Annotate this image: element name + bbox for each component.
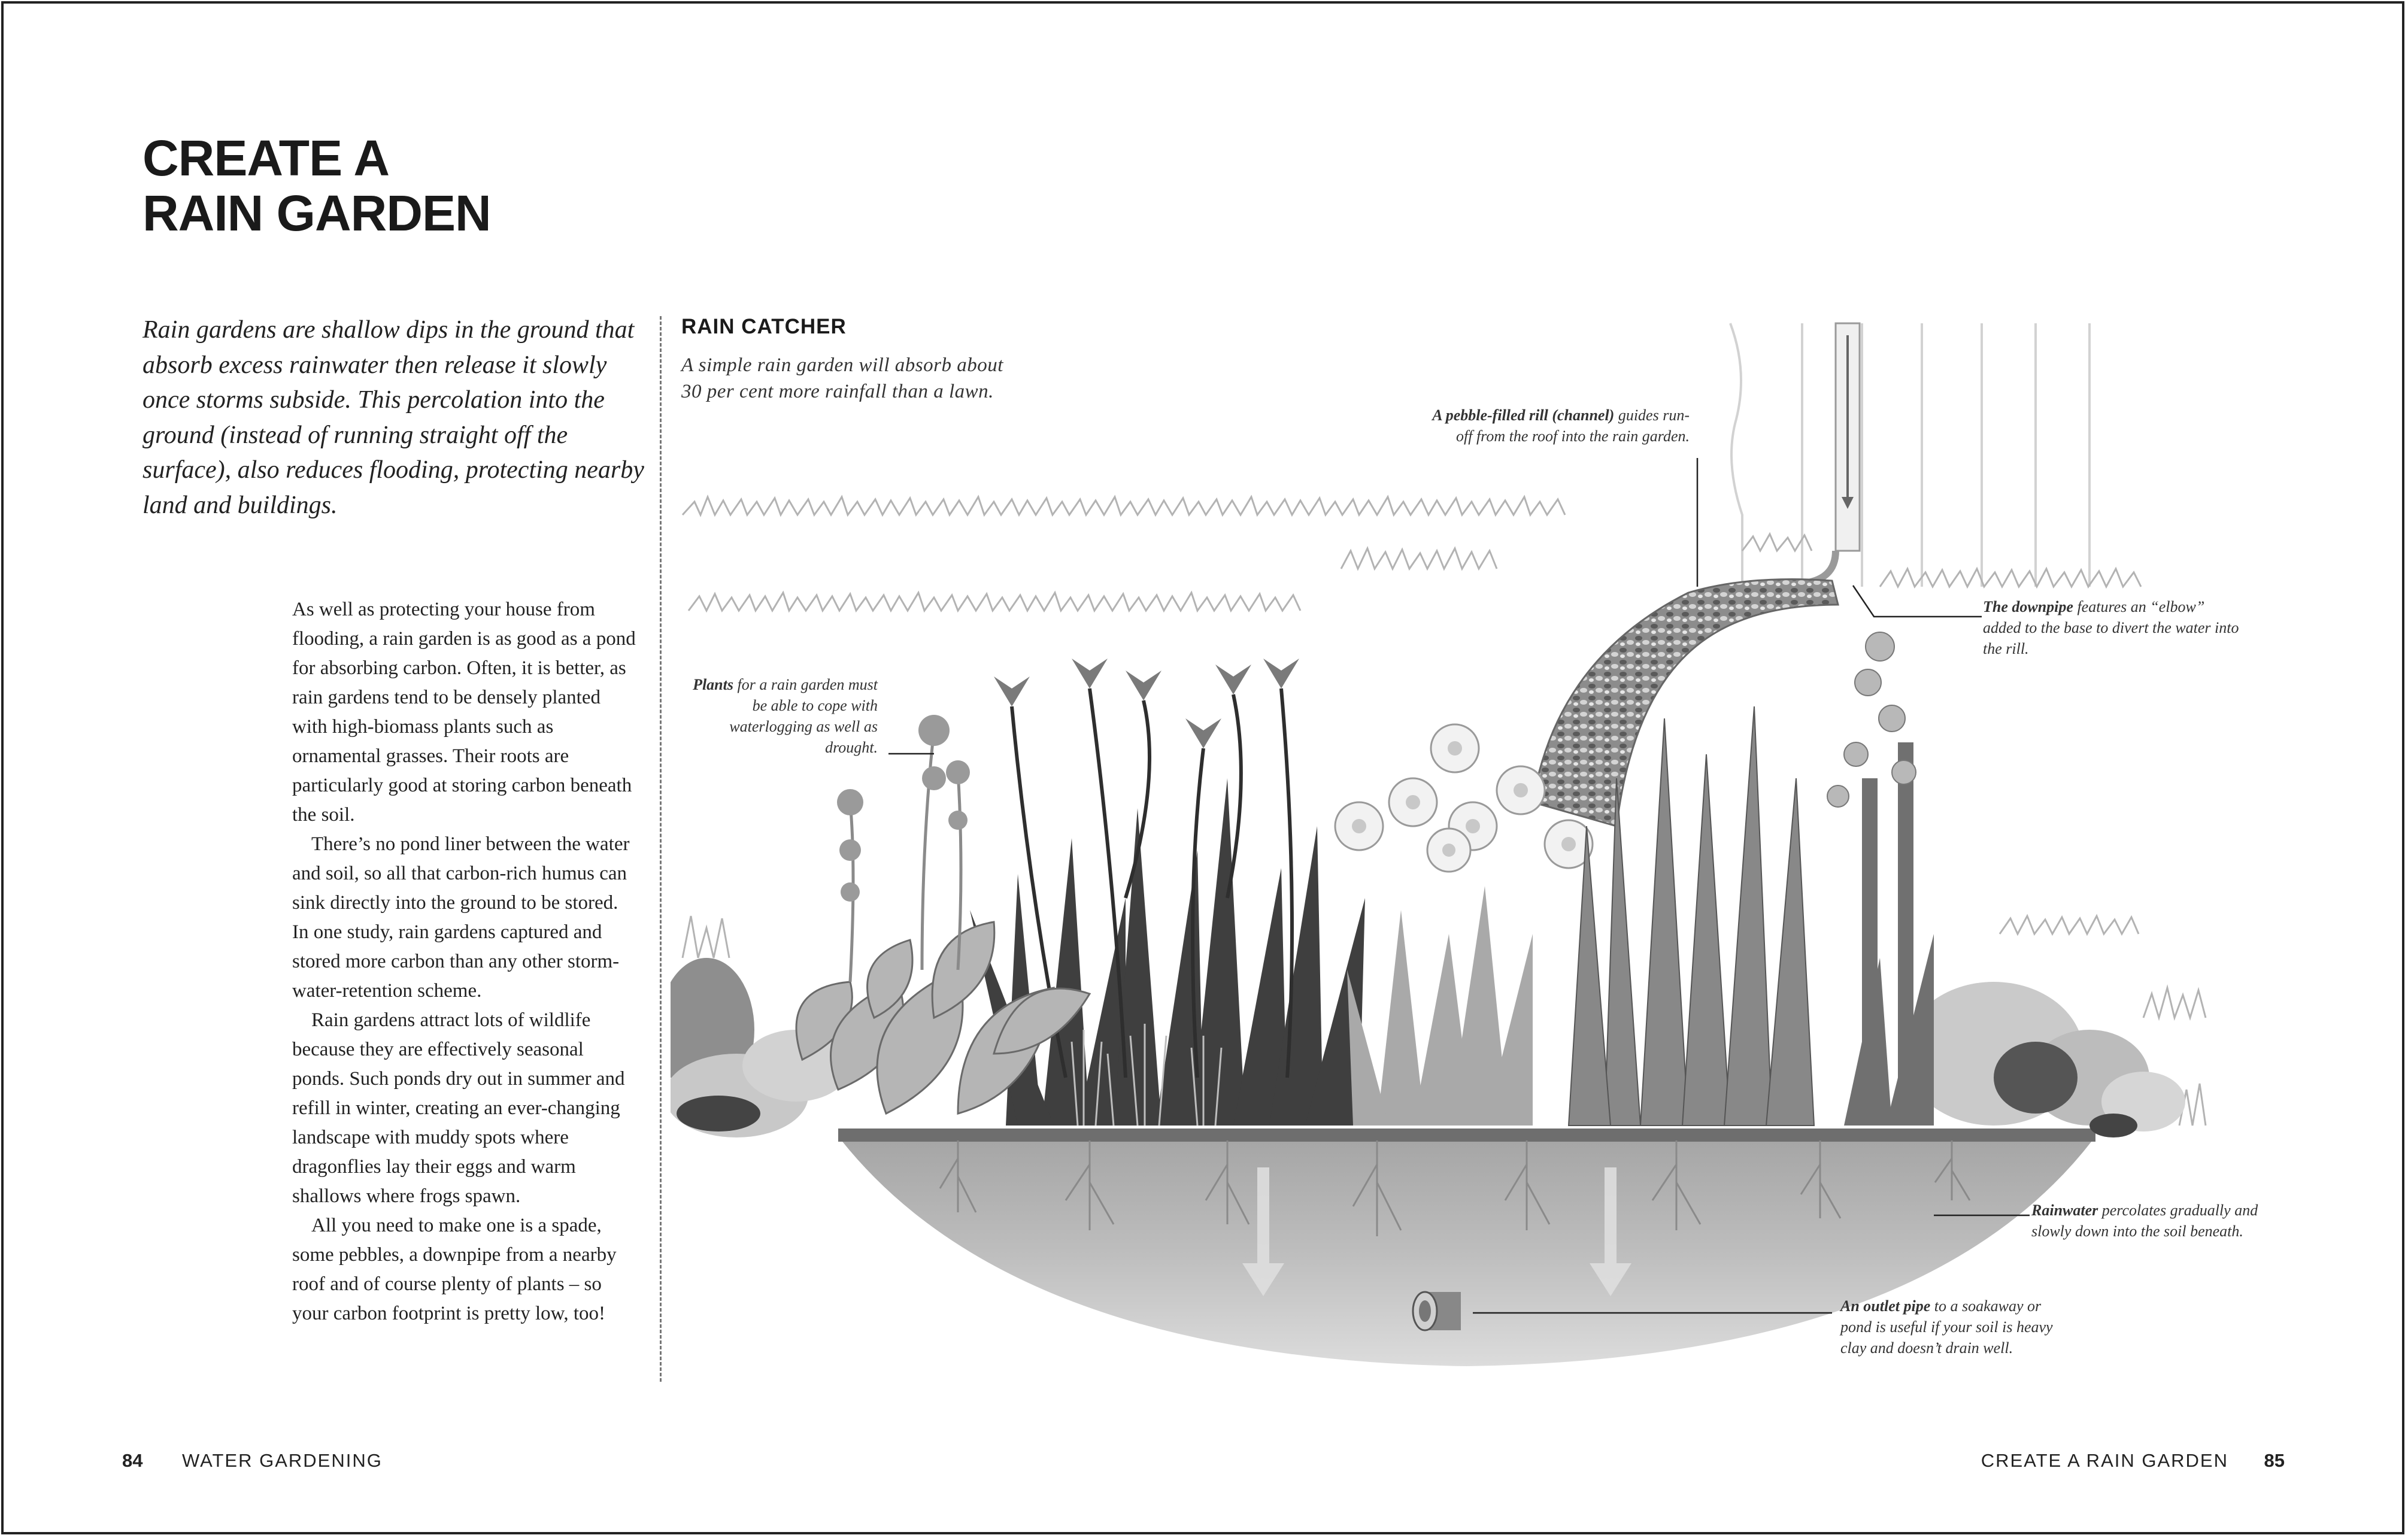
callout-outlet xyxy=(1840,1296,2062,1358)
callout-outlet-text: to a soakaway or pond is useful if your soil is heavy clay and doesn’t drain well. xyxy=(1840,1297,2053,1357)
callout-plants xyxy=(683,674,878,758)
title-line-1: CREATE A xyxy=(142,130,389,186)
callout-downpipe-bold: The downpipe xyxy=(1983,598,2073,615)
hosta-plant xyxy=(796,922,1090,1114)
callout-plants-text: for a rain garden must be able to cope with waterlogging as well as drought. xyxy=(729,676,878,756)
column-divider xyxy=(660,316,662,1382)
callout-rill-text: guides run-off from the roof into the rain garden. xyxy=(1456,407,1690,445)
rill-channel xyxy=(1533,580,1838,827)
callout-rainwater xyxy=(2031,1200,2259,1242)
fence xyxy=(1730,323,2089,587)
callout-downpipe-text: features an “elbow” added to the base to divert the water into the rill. xyxy=(1983,598,2239,657)
page-number-right: 85 xyxy=(2264,1450,2285,1471)
running-footer-right: CREATE A RAIN GARDEN xyxy=(1981,1450,2228,1471)
callout-downpipe xyxy=(1983,596,2240,659)
body-text xyxy=(292,595,639,1328)
page-title xyxy=(142,131,491,241)
callout-plants-bold: Plants xyxy=(693,676,733,693)
running-footer-left: WATER GARDENING xyxy=(182,1450,383,1471)
sidebar-heading: RAIN CATCHER xyxy=(681,315,847,338)
callout-rainwater-bold: Rainwater xyxy=(2031,1202,2098,1219)
callout-outlet-bold: An outlet pipe xyxy=(1840,1297,1931,1315)
intro-paragraph: Rain gardens are shallow dips in the ground that absorb excess rainwater then release it slowly once storms subside. This percolation into the ground (instead of running straight off the surface), also reduces flooding, protecting nearby land and buildings. xyxy=(142,316,644,519)
body-paragraph-1: As well as protecting your house from flooding, a rain garden is as good as a pond for absorbing carbon. Often, it is better, as rain gardens tend to be densely planted with high-biomass plants such as ornamental grasses. Their roots are particularly good at storing carbon beneath the soil. xyxy=(292,599,636,826)
body-paragraph-2: There’s no pond liner between the water and soil, so all that carbon-rich humus can sink directly into the ground to be stored. In one study, rain gardens captured and stored more carbon than any other storm-water-retention scheme. xyxy=(292,833,630,1002)
page-number-left: 84 xyxy=(122,1450,143,1471)
callout-rill xyxy=(1426,405,1690,447)
title-line-2: RAIN GARDEN xyxy=(142,185,491,241)
outlet-pipe xyxy=(1413,1292,1461,1330)
body-paragraph-3: Rain gardens attract lots of wildlife because they are effectively seasonal ponds. Such ponds dry out in summer and refill in winter, creating an ever-changing landscape with muddy spots where dragonflies lay their eggs and warm shallows where frogs spawn. xyxy=(292,1009,625,1207)
body-paragraph-4: All you need to make one is a spade, some pebbles, a downpipe from a nearby roof and of course plenty of plants – so your carbon footprint is pretty low, too! xyxy=(292,1215,617,1324)
sidebar-text: A simple rain garden will absorb about 30 per cent more rainfall than a lawn. xyxy=(681,354,1003,402)
callout-rainwater-text: percolates gradually and slowly down into the soil beneath. xyxy=(2031,1202,2258,1240)
plants xyxy=(796,632,1934,1126)
callout-rill-bold: A pebble-filled rill (channel) xyxy=(1432,407,1615,424)
